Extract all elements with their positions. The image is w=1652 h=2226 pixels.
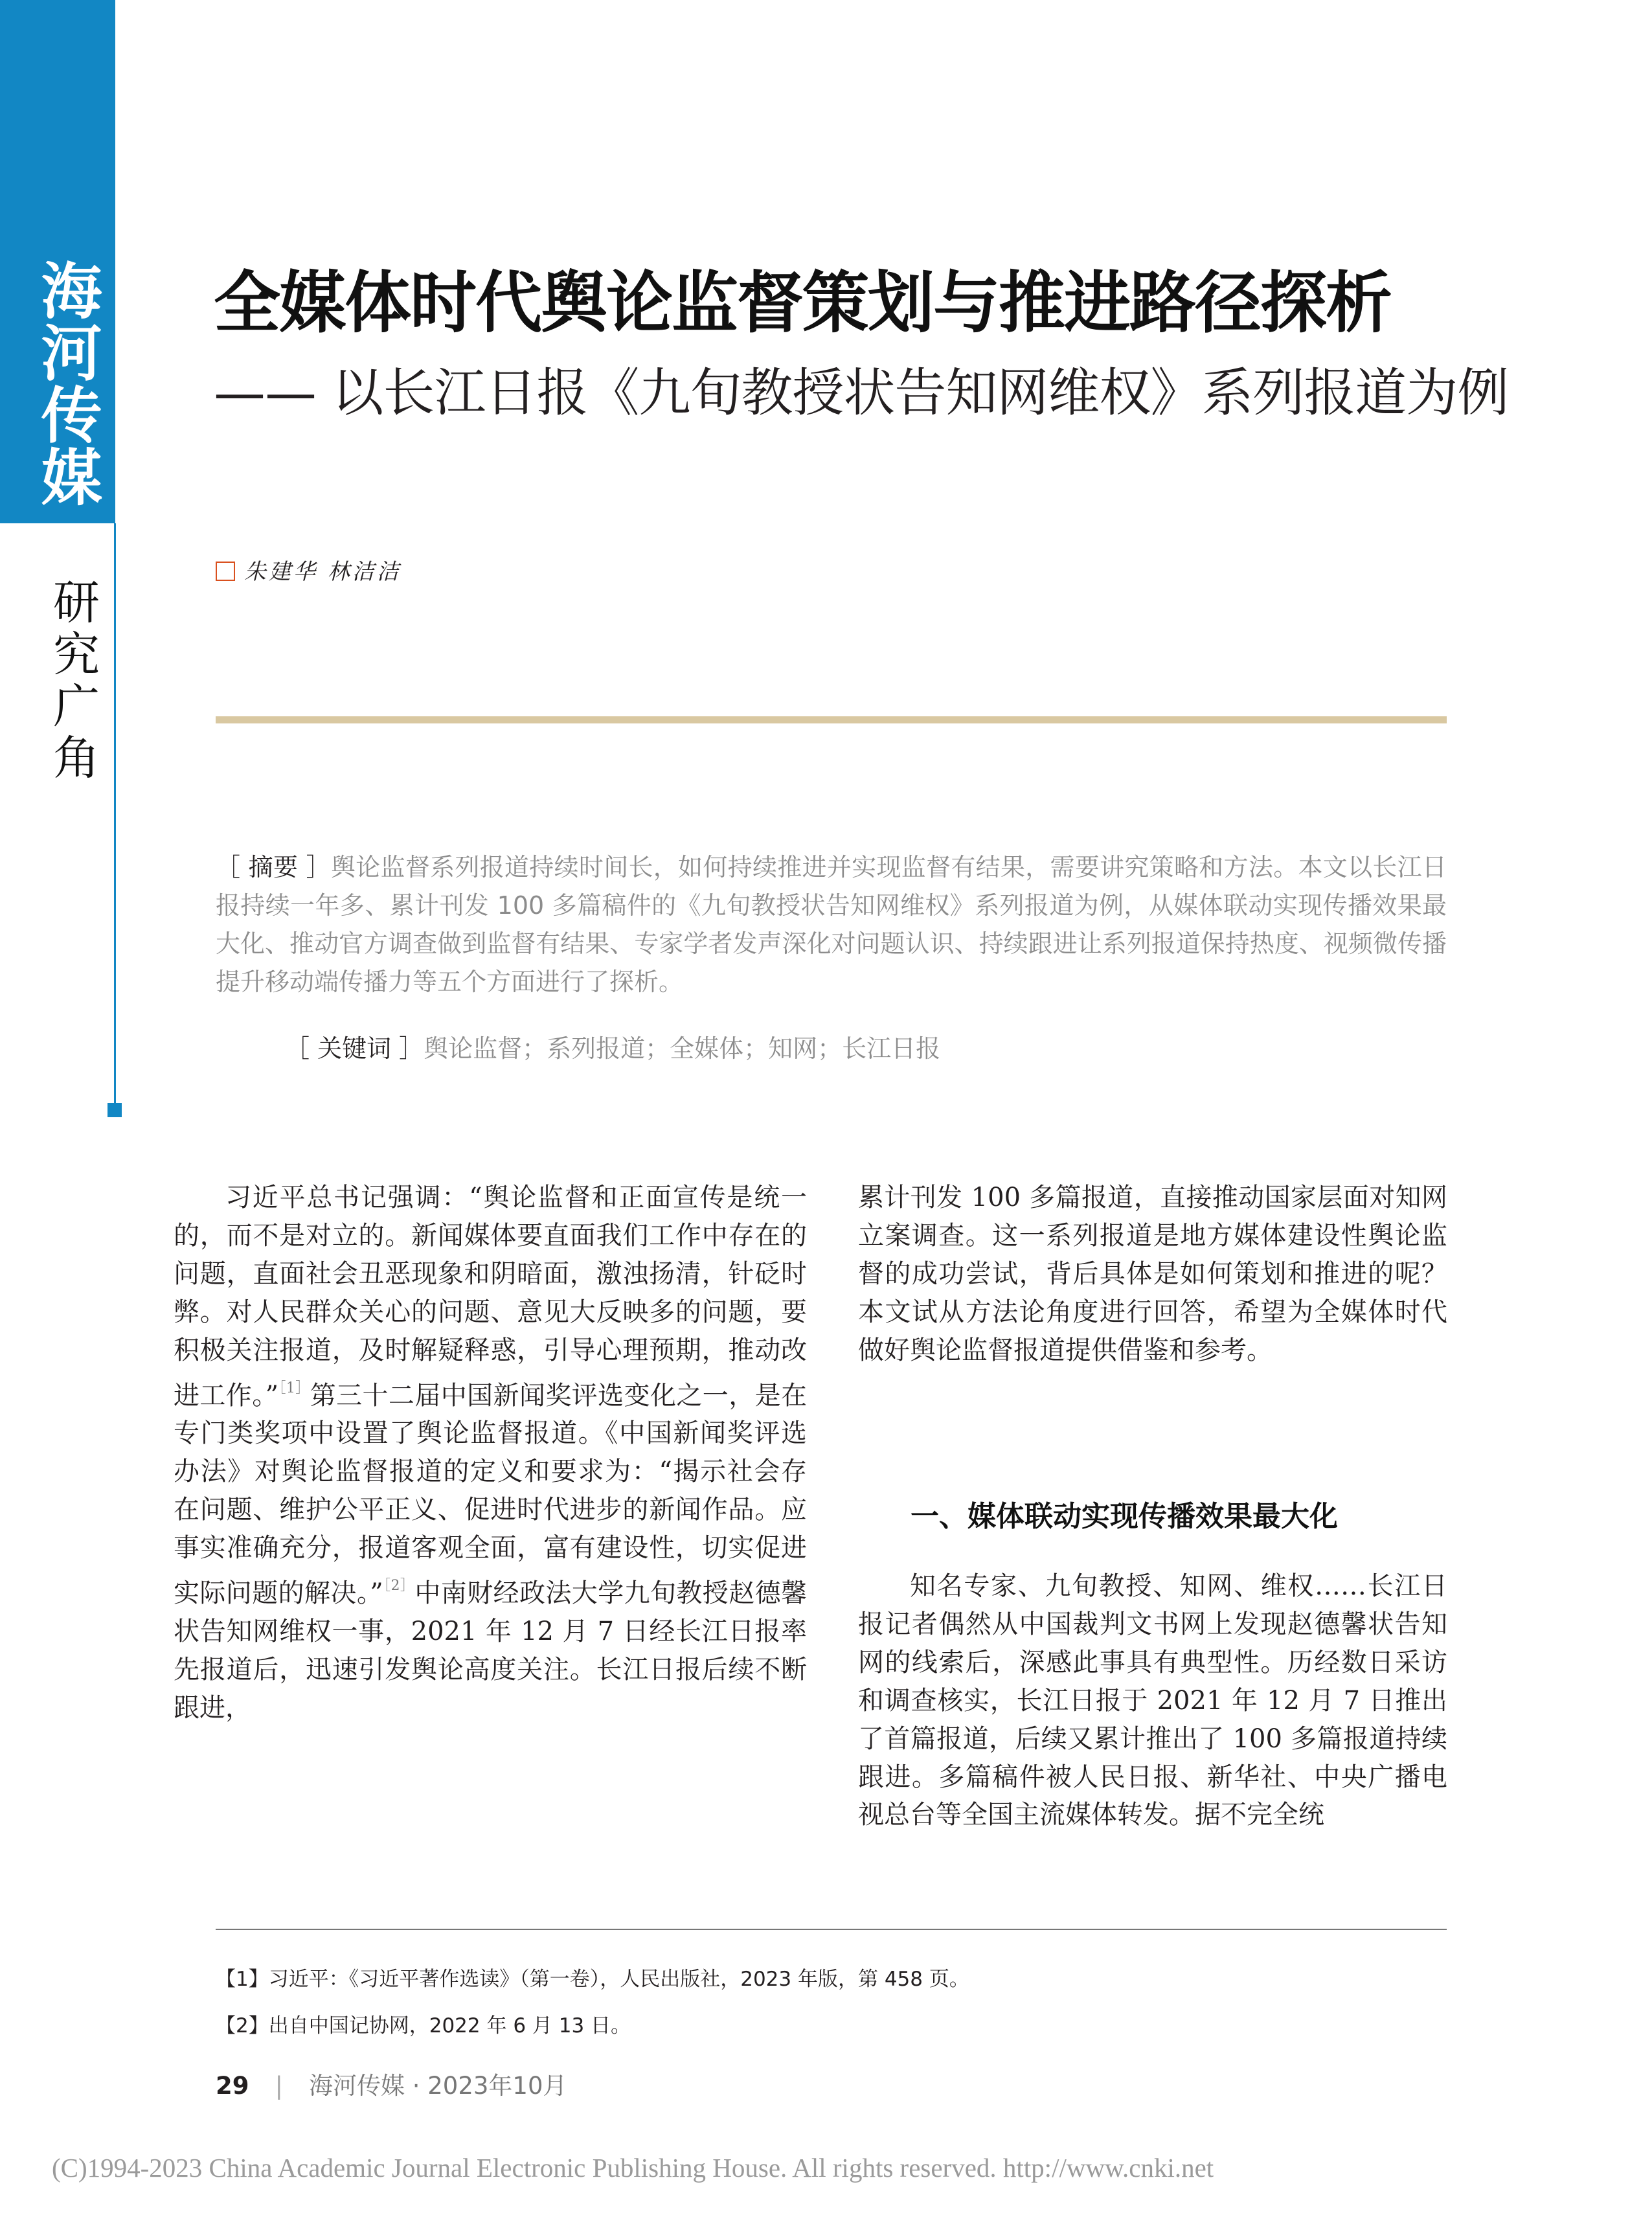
title-divider: [216, 716, 1447, 723]
keywords: [285, 1030, 940, 1068]
author-names: 朱建华 林洁洁: [244, 559, 402, 585]
keywords-label: ［ 关键词 ］: [285, 1034, 424, 1063]
column-name-vertical: 研究广角: [45, 578, 100, 785]
footnote-1: 【1】习近平：《习近平著作选读》（第一卷），人民出版社，2023 年版，第 458 页。: [216, 1968, 969, 1991]
footnote-ref[interactable]: ［2］: [383, 1578, 415, 1595]
side-vertical-rule: [114, 523, 116, 1109]
section-heading: 一、媒体联动实现传播效果最大化: [911, 1500, 1338, 1533]
author-line: [216, 554, 402, 585]
footer-separator: |: [275, 2072, 283, 2100]
article-subtitle: —— 以长江日报《九旬教授状告知网维权》系列报道为例: [214, 363, 1509, 423]
abstract: [216, 848, 1447, 1001]
body-paragraph: 知名专家、九旬教授、知网、维权……长江日报记者偶然从中国裁判文书网上发现赵德馨状告知网的线索后，深感此事具有典型性。历经数日采访和调查核实，长江日报于 2021 年 12 月 7 日推出了首篇报道，后续又累计推出了 100 多篇报道持续跟进。多篇稿件被人民日报、新华社、中央广播电视总台等全国主流媒体转发。据不完全统: [858, 1571, 1447, 1830]
magazine-name-vertical: 海河传媒: [30, 259, 102, 508]
abstract-label: ［ 摘要 ］: [216, 853, 331, 881]
page-number: 29: [216, 2072, 249, 2100]
footnote-ref[interactable]: ［1］: [278, 1380, 310, 1396]
body-column-right-section: [858, 1567, 1447, 1834]
body-column-right: [858, 1179, 1447, 1370]
body-text: 中南财经政法大学九旬教授赵德馨状告知网维权一事，2021 年 12 月 7 日经长江日报率先报道后，迅速引发舆论高度关注。长江日报后续不断跟进，: [174, 1578, 808, 1723]
abstract-text: 舆论监督系列报道持续时间长，如何持续推进并实现监督有结果，需要讲究策略和方法。本文以长江日报持续一年多、累计刊发 100 多篇稿件的《九旬教授状告知网维权》系列报道为例，从媒体联动实现传播效果最大化、推动官方调查做到监督有结果、专家学者发声深化对问题认识、持续跟进让系列报道保持热度、视频微传播提升移动端传播力等五个方面进行了探析。: [216, 853, 1447, 996]
body-paragraph: 累计刊发 100 多篇报道，直接推动国家层面对知网立案调查。这一系列报道是地方媒体建设性舆论监督的成功尝试，背后具体是如何策划和推进的呢？本文试从方法论角度进行回答，希望为全媒体时代做好舆论监督报道提供借鉴和参考。: [858, 1183, 1447, 1365]
body-text: 第三十二届中国新闻奖评选变化之一，是在专门类奖项中设置了舆论监督报道。《中国新闻奖评选办法》对舆论监督报道的定义和要求为：“揭示社会存在问题、维护公平正义、促进时代进步的新闻作品。应事实准确充分，报道客观全面，富有建设性，切实促进实际问题的解决。”: [174, 1380, 808, 1609]
page-footer: [216, 2066, 567, 2101]
copyright-notice: (C)1994-2023 China Academic Journal Electronic Publishing House. All rights reserved. http://www.cnki.net: [52, 2153, 1214, 2183]
footnote-divider: [216, 1929, 1447, 1930]
keywords-text: 舆论监督；系列报道；全媒体；知网；长江日报: [424, 1034, 941, 1063]
body-text: 习近平总书记强调：“舆论监督和正面宣传是统一的，而不是对立的。新闻媒体要直面我们工作中存在的问题，直面社会丑恶现象和阴暗面，激浊扬清，针砭时弊。对人民群众关心的问题、意见大反映多的问题，要积极关注报道，及时解疑释惑，引导心理预期，推动改进工作。”: [174, 1183, 807, 1411]
square-bullet-icon: [216, 562, 235, 581]
body-paragraph: [174, 1179, 807, 1727]
side-square-marker: [107, 1103, 122, 1117]
article-title: 全媒体时代舆论监督策划与推进路径探析: [214, 264, 1391, 342]
footnote-2: 【2】出自中国记协网，2022 年 6 月 13 日。: [216, 2014, 631, 2038]
magazine-issue: 海河传媒 · 2023年10月: [308, 2072, 567, 2100]
body-column-left: [174, 1179, 807, 1727]
